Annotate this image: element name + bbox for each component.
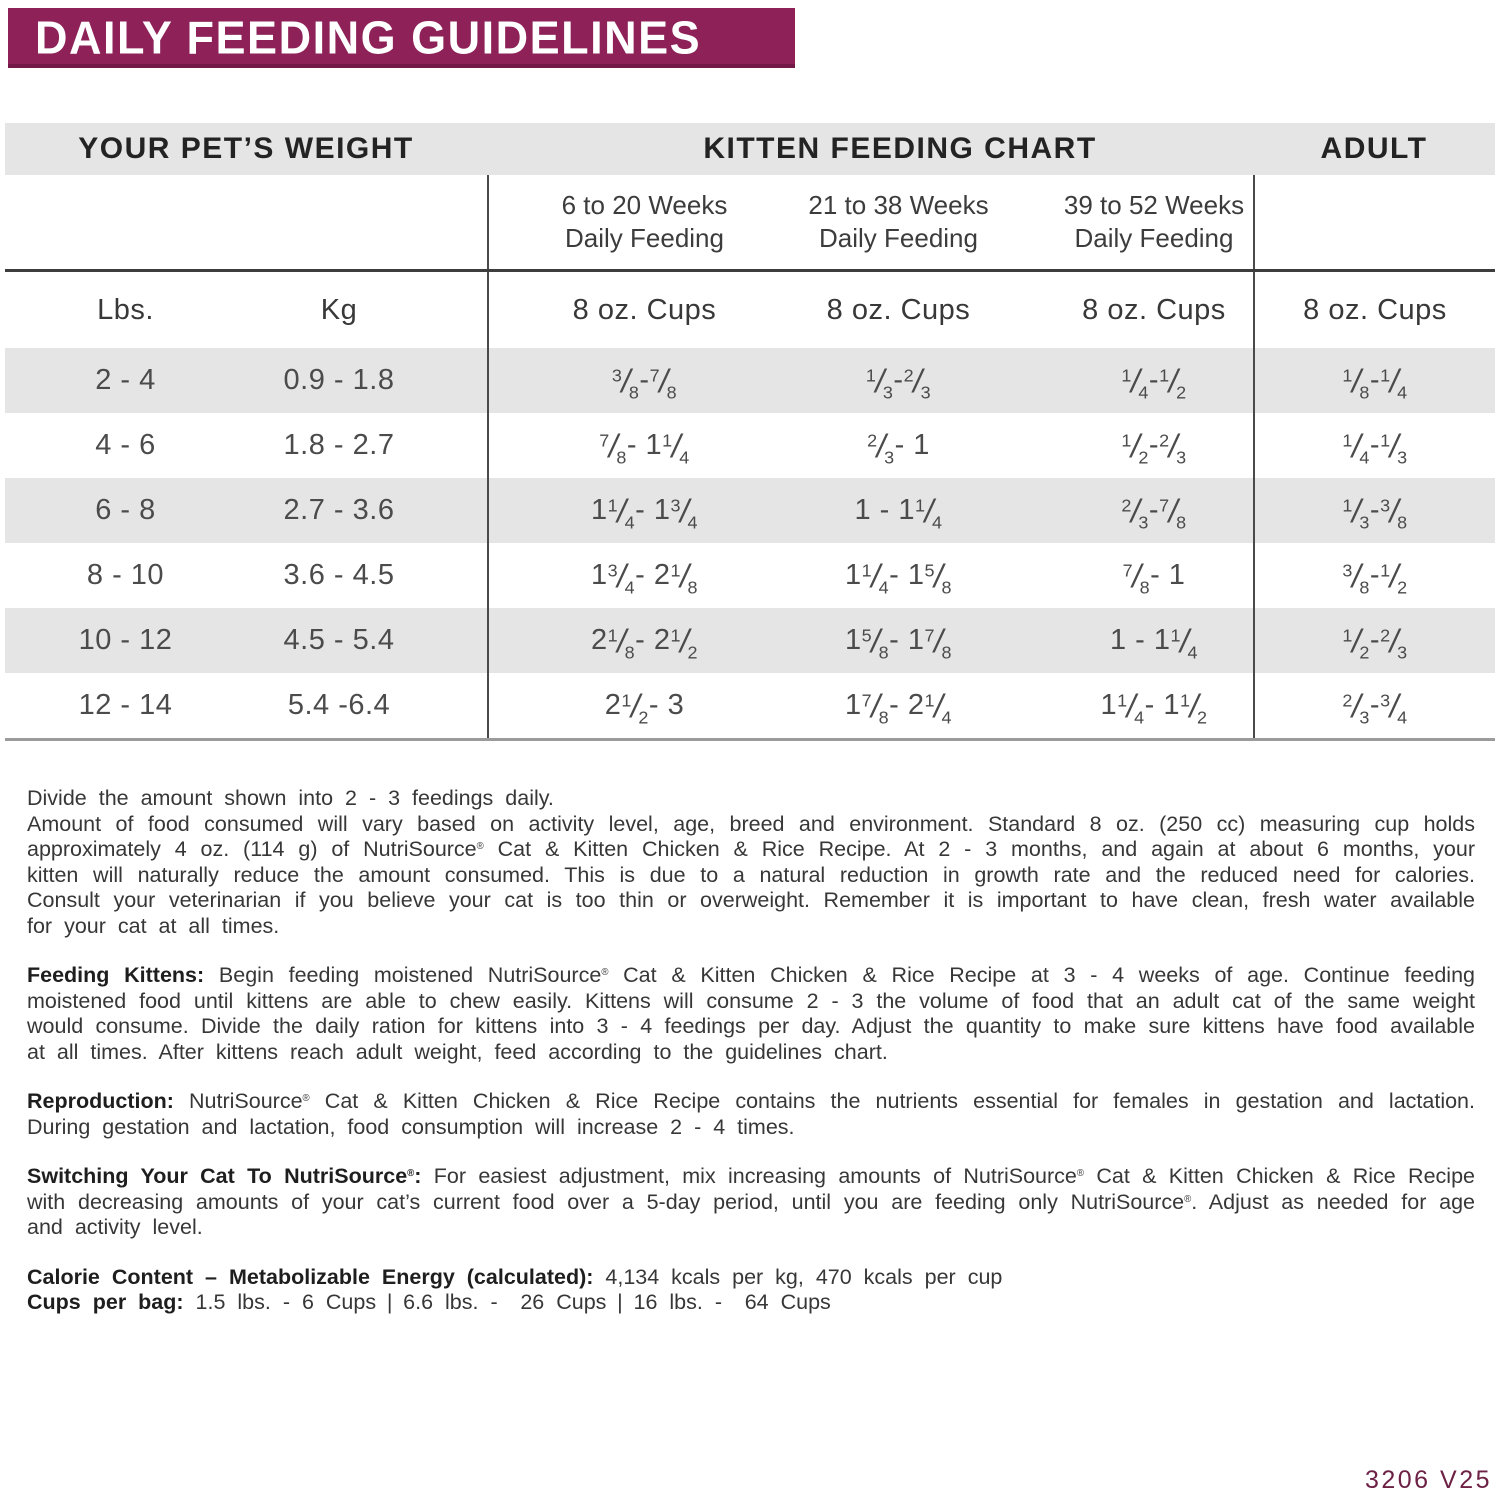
note-lead: Reproduction: — [27, 1089, 174, 1113]
cell-kitten-39-52: 1 $^1/_4$ - 1 $^1/_2$ — [1100, 687, 1208, 728]
cell-adult: $^1/_8$ - $^1/_4$ — [1253, 348, 1495, 413]
cell-lbs: 8 - 10 — [86, 559, 165, 591]
header-adult: ADULT — [1320, 132, 1428, 165]
header-your-pets-weight: YOUR PET’S WEIGHT — [78, 132, 414, 165]
note-lead: Switching Your Cat To NutriSource®: — [27, 1164, 422, 1188]
age-col-6-20-weeks — [487, 175, 742, 269]
cell-lbs: 4 - 6 — [95, 429, 156, 461]
cell-kitten-39-52: $^7/_8$ - 1 — [1122, 557, 1186, 598]
cell-lbs: 10 - 12 — [78, 624, 173, 656]
age-range-header-row — [5, 175, 1495, 272]
age-col-adult-spacer — [1253, 175, 1495, 269]
note-lead: Feeding Kittens: — [27, 963, 205, 987]
cell-adult: $^1/_4$ - $^1/_3$ — [1253, 413, 1495, 478]
table-row — [5, 543, 1495, 608]
note-calorie-content — [27, 1265, 1475, 1316]
table-row — [5, 413, 1495, 478]
unit-header-cups-adult: 8 oz. Cups — [1253, 272, 1495, 348]
note-intro-line: Divide the amount shown into 2 - 3 feedings daily. — [27, 786, 554, 810]
age-range-label: 21 to 38 Weeks — [808, 190, 989, 220]
cell-adult: $^1/_3$ - $^3/_8$ — [1253, 478, 1495, 543]
unit-header-cups-2: 8 oz. Cups — [826, 293, 971, 326]
cell-kitten-6-20: $^3/_8$ - $^7/_8$ — [487, 348, 742, 413]
age-range-sublabel: Daily Feeding — [819, 223, 978, 253]
cups-per-bag-line — [27, 1290, 1475, 1316]
calorie-line — [27, 1265, 1475, 1291]
age-range-sublabel: Daily Feeding — [1074, 223, 1234, 253]
cell-kitten-21-38: $^2/_3$ - 1 — [867, 427, 930, 468]
feeding-table — [5, 123, 1495, 741]
cell-kg: 3.6 - 4.5 — [283, 559, 395, 591]
note-text: For easiest adjustment, mix increasing amounts of NutriSource® Cat & Kitten Chicken & Rice Recipe with decreasing amounts of your cat’s current food over a 5-day period, until you are feeding only NutriSource®. Adjust as needed for age and activity level. — [27, 1164, 1475, 1239]
title-banner — [8, 8, 795, 68]
cell-kitten-39-52: $^2/_3$ - $^7/_8$ — [1121, 492, 1187, 533]
cell-kitten-39-52: 1 - 1 $^1/_4$ — [1109, 622, 1199, 663]
age-col-21-38-weeks — [742, 175, 997, 269]
cell-lbs: 12 - 14 — [78, 689, 173, 721]
unit-header-kg: Kg — [320, 293, 358, 326]
cell-adult: $^2/_3$ - $^3/_4$ — [1253, 673, 1495, 738]
unit-header-lbs: Lbs. — [97, 293, 154, 326]
header-kitten-feeding-chart: KITTEN FEEDING CHART — [703, 132, 1097, 165]
note-intro-body: Amount of food consumed will vary based on activity level, age, breed and environment. Standard 8 oz. (250 cc) measuring cup holds approximately 4 oz. (114 g) of NutriSource® Cat & Kitten Chicken & Rice Recipe. At 2 - 3 months, and again at about 6 months, your kitten will naturally reduce the amount consumed. This is due to a natural reduction in growth rate and the reduced need for calories. Consult your veterinarian if you believe your cat is too thin or overweight. Remember it is important to have clean, fresh water available for your cat at all times. — [27, 811, 1475, 938]
note-feeding-kittens — [27, 963, 1475, 1065]
cell-kitten-6-20: 2 $^1/_2$ - 3 — [487, 673, 742, 738]
cell-kitten-39-52: $^1/_4$ - $^1/_2$ — [1121, 362, 1187, 403]
table-row — [5, 478, 1495, 543]
note-text: Begin feeding moistened NutriSource® Cat & Kitten Chicken & Rice Recipe at 3 - 4 weeks of age. Continue feeding moistened food until kittens are able to chew easily. Kittens will consume 2 - 3 the volume of food that an adult cat of the same weight would consume. Divide the daily ration for kittens into 3 - 4 feedings per day. Adjust the quantity to make sure kittens have food available at all times. After kittens reach adult weight, feed according to the guidelines chart. — [27, 963, 1476, 1064]
cell-kitten-6-20: 1 $^3/_4$ - 2 $^1/_8$ — [487, 543, 742, 608]
cell-kitten-6-20: $^7/_8$ - 1 $^1/_4$ — [487, 413, 742, 478]
note-text: NutriSource® Cat & Kitten Chicken & Rice Recipe contains the nutrients essential for females in gestation and lactation. During gestation and lactation, food consumption will increase 2 - 4 times. — [27, 1089, 1475, 1139]
unit-header-cups-3: 8 oz. Cups — [1082, 293, 1226, 326]
age-range-label: 39 to 52 Weeks — [1063, 190, 1245, 220]
cell-adult: $^1/_2$ - $^2/_3$ — [1253, 608, 1495, 673]
cell-lbs: 2 - 4 — [95, 364, 156, 396]
cell-kitten-21-38: 1 $^7/_8$ - 2 $^1/_4$ — [844, 687, 953, 728]
age-header-spacer — [5, 175, 487, 269]
table-row — [5, 673, 1495, 738]
table-row — [5, 608, 1495, 673]
cell-kitten-21-38: 1 $^5/_8$ - 1 $^7/_8$ — [844, 622, 953, 663]
note-switching — [27, 1164, 1475, 1241]
age-range-label: 6 to 20 Weeks — [561, 190, 728, 220]
note-text: 1.5 lbs. - 6 Cups | 6.6 lbs. - 26 Cups | 16 lbs. - 64 Cups — [195, 1290, 831, 1314]
page-title: DAILY FEEDING GUIDELINES — [35, 10, 702, 65]
cell-kg: 4.5 - 5.4 — [283, 624, 395, 656]
note-reproduction — [27, 1089, 1475, 1140]
cell-kg: 5.4 -6.4 — [287, 689, 391, 721]
unit-header-cups-1: 8 oz. Cups — [487, 272, 742, 348]
note-intro — [27, 786, 1475, 939]
cell-lbs: 6 - 8 — [95, 494, 156, 526]
cell-kg: 0.9 - 1.8 — [283, 364, 395, 396]
cell-kg: 1.8 - 2.7 — [283, 429, 395, 461]
cell-adult: $^3/_8$ - $^1/_2$ — [1253, 543, 1495, 608]
cell-kg: 2.7 - 3.6 — [283, 494, 395, 526]
table-row — [5, 348, 1495, 413]
table-section-header-row — [5, 123, 1495, 175]
cell-kitten-39-52: $^1/_2$ - $^2/_3$ — [1121, 427, 1187, 468]
cell-kitten-6-20: 1 $^1/_4$ - 1 $^3/_4$ — [487, 478, 742, 543]
note-lead: Calorie Content – Metabolizable Energy (calculated): — [27, 1264, 594, 1289]
note-lead: Cups per bag: — [27, 1290, 184, 1314]
note-text: 4,134 kcals per kg, 470 kcals per cup — [605, 1264, 1003, 1289]
product-code: 3206 V25 — [1364, 1466, 1492, 1494]
cell-kitten-6-20: 2 $^1/_8$ - 2 $^1/_2$ — [487, 608, 742, 673]
cell-kitten-21-38: 1 - 1 $^1/_4$ — [854, 492, 943, 533]
unit-header-row — [5, 272, 1495, 348]
table-body — [5, 348, 1495, 738]
notes-section — [27, 786, 1475, 1316]
age-range-sublabel: Daily Feeding — [565, 223, 724, 253]
cell-kitten-21-38: $^1/_3$ - $^2/_3$ — [865, 362, 932, 403]
age-col-39-52-weeks — [997, 175, 1253, 269]
cell-kitten-21-38: 1 $^1/_4$ - 1 $^5/_8$ — [844, 557, 953, 598]
